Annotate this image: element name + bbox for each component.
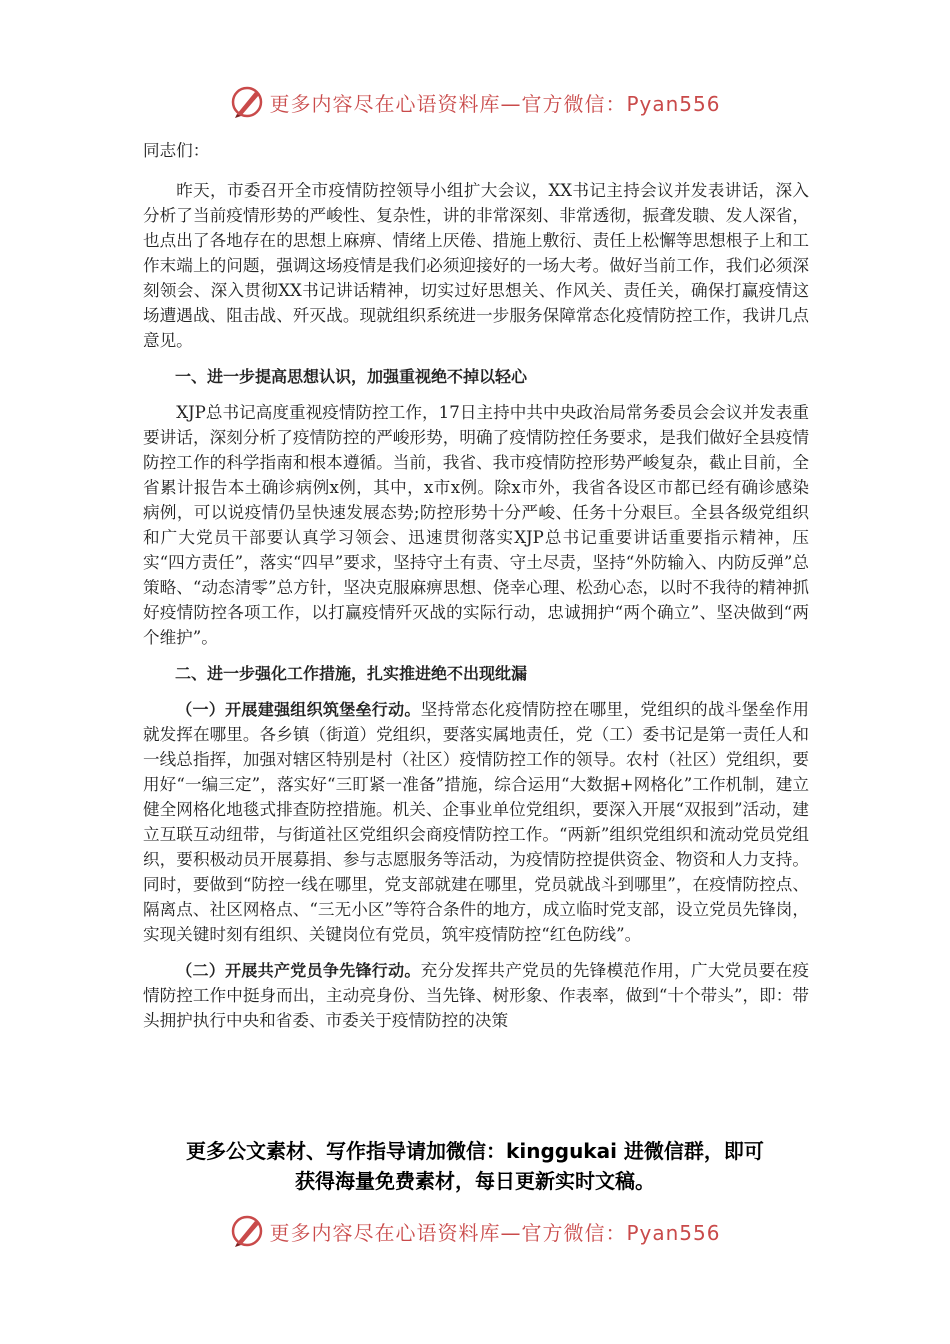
salutation: 同志们：	[143, 141, 210, 160]
subsection-2-body: 充分发挥共产党员的先锋模范作用，广大党员要在疫情防控工作中挺身而出，主动亮身份、当先锋、树形象、作表率，做到“十个带头”，即：带头拥护执行中央和省委、市委关于疫情防控的决策	[143, 961, 809, 1030]
pen-logo-icon	[229, 1213, 265, 1249]
promo-banner	[0, 1136, 950, 1196]
subsection-2-lead: （二）开展共产党员争先锋行动。	[176, 961, 421, 980]
subsection-1-lead: （一）开展建强组织筑堡垒行动。	[176, 700, 421, 719]
subsection-2-paragraph	[143, 958, 809, 1033]
promo-line-1: 更多公文素材、写作指导请加微信：kinggukai 进微信群，即可	[186, 1139, 764, 1163]
section-heading-1: 一、进一步提高思想认识，加强重视绝不掉以轻心	[175, 367, 528, 386]
section-1-paragraph: XJP总书记高度重视疫情防控工作，17日主持中共中央政治局常务委员会会议并发表重要讲话，深刻分析了疫情防控的严峻形势，明确了疫情防控任务要求，是我们做好全县疫情防控工作的科学指南和根本遵循。当前，我省、我市疫情防控形势严峻复杂，截止目前，全省累计报告本土确诊病例x例，其中，x市x例。除x市外，我省各设区市都已经有确诊感染病例，可以说疫情仍呈快速发展态势;防控形势十分严峻、任务十分艰巨。全县各级党组织和广大党员干部要认真学习领会、迅速贯彻落实XJP总书记重要讲话重要指示精神，压实“四方责任”，落实“四早”要求，坚持守土有责、守土尽责，坚持“外防输入、内防反弹”总策略、“动态清零”总方针，坚决克服麻痹思想、侥幸心理、松劲心态，以时不我待的精神抓好疫情防控各项工作，以打赢疫情歼灭战的实际行动，忠诚拥护“两个确立”、坚决做到“两个维护”。	[143, 403, 809, 647]
watermark-footer	[0, 1211, 950, 1251]
watermark-text: 更多内容尽在心语资料库—官方微信：Pyan556	[269, 91, 721, 116]
subsection-1-body: 坚持常态化疫情防控在哪里，党组织的战斗堡垒作用就发挥在哪里。各乡镇（街道）党组织，要落实属地责任，党（工）委书记是第一责任人和一线总指挥，加强对辖区特别是村（社区）疫情防控工作的领导。农村（社区）党组织，要用好“一编三定”，落实好“三盯紧一准备”措施，综合运用“大数据+网格化”工作机制，建立健全网格化地毯式排查防控措施。机关、企事业单位党组织，要深入开展“双报到”活动，建立互联互动纽带，与街道社区党组织会商疫情防控工作。“两新”组织党组织和流动党员党组织，要积极动员开展募捐、参与志愿服务等活动，为疫情防控提供资金、物资和人力支持。同时，要做到“防控一线在哪里，党支部就建在哪里，党员就战斗到哪里”，在疫情防控点、隔离点、社区网格点、“三无小区”等符合条件的地方，成立临时党支部，设立党员先锋岗，实现关键时刻有组织、关键岗位有党员，筑牢疫情防控“红色防线”。	[143, 700, 809, 944]
intro-paragraph: 昨天，市委召开全市疫情防控领导小组扩大会议，XX书记主持会议并发表讲话，深入分析了当前疫情形势的严峻性、复杂性，讲的非常深刻、非常透彻，振聋发聩、发人深省，也点出了各地存在的思想上麻痹、情绪上厌倦、措施上敷衍、责任上松懈等思想根子上和工作末端上的问题，强调这场疫情是我们必须迎接好的一场大考。做好当前工作，我们必须深刻领会、深入贯彻XX书记讲话精神，切实过好思想关、作风关、责任关，确保打赢疫情这场遭遇战、阻击战、歼灭战。现就组织系统进一步服务保障常态化疫情防控工作，我讲几点意见。	[143, 181, 809, 350]
subsection-1-paragraph	[143, 697, 809, 947]
promo-line-2: 获得海量免费素材，每日更新实时文稿。	[295, 1169, 655, 1193]
pen-logo-icon	[229, 84, 265, 120]
document-body	[143, 138, 809, 1033]
watermark-header	[0, 82, 950, 122]
watermark-text: 更多内容尽在心语资料库—官方微信：Pyan556	[269, 1220, 721, 1245]
section-heading-2: 二、进一步强化工作措施，扎实推进绝不出现纰漏	[175, 664, 528, 683]
